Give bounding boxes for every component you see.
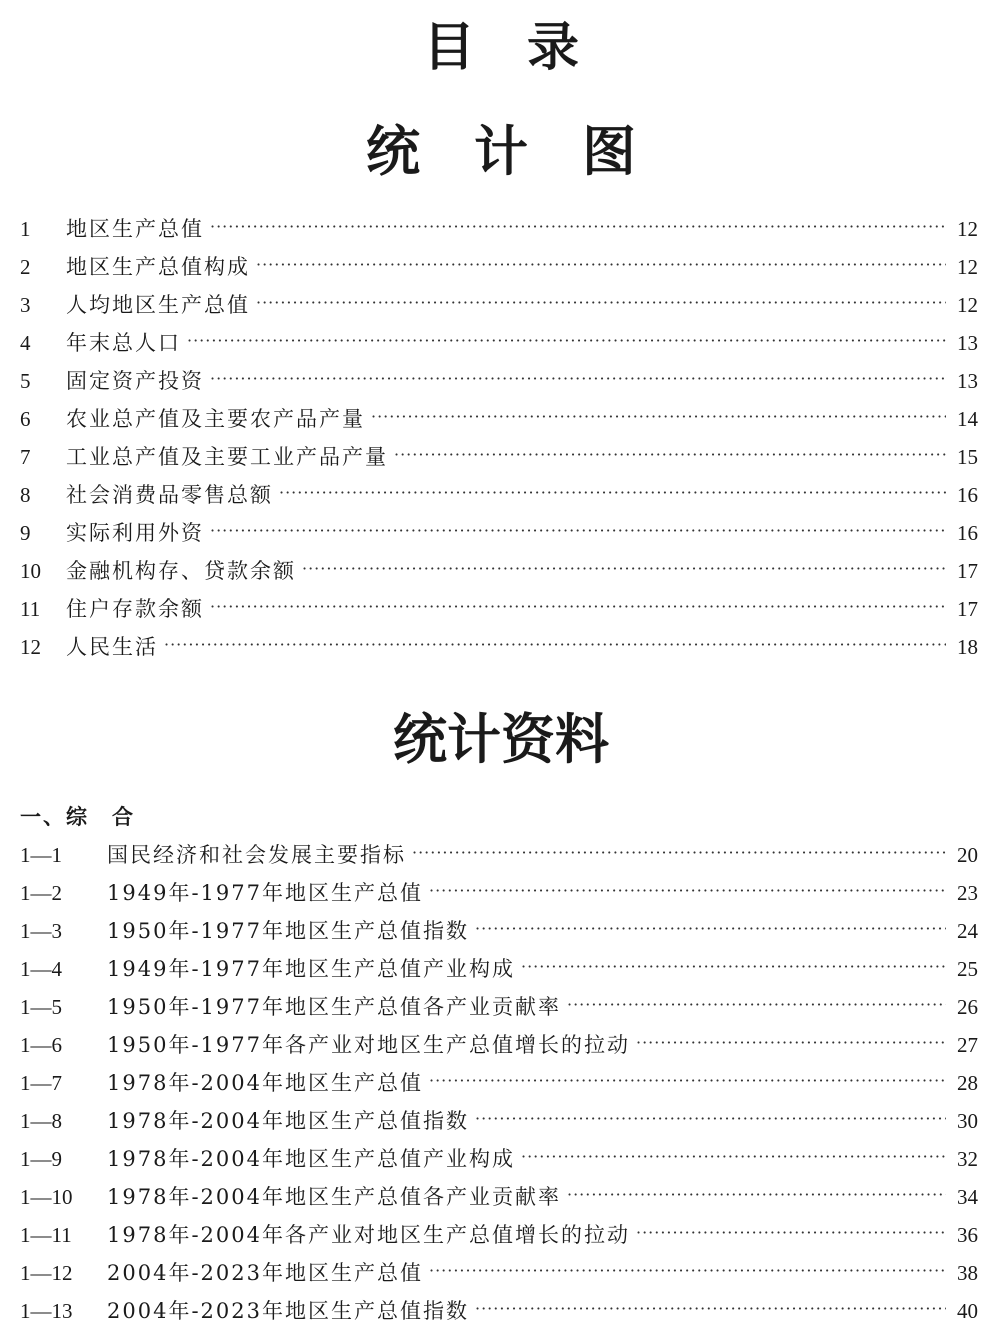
toc-entry-label: 农业总产值及主要农产品产量 xyxy=(66,407,365,431)
dot-leader xyxy=(164,626,946,664)
chart-toc-entry[interactable] xyxy=(20,210,978,248)
chart-toc-entry[interactable] xyxy=(20,476,978,514)
toc-entry-page: 26 xyxy=(957,995,978,1019)
toc-entry-page: 12 xyxy=(957,217,978,241)
toc-entry-label: 1949年-1977年地区生产总值 xyxy=(107,881,423,905)
toc-entry-number: 6 xyxy=(20,407,31,431)
toc-entry-page: 20 xyxy=(957,843,978,867)
toc-entry-label: 1978年-2004年地区生产总值指数 xyxy=(107,1109,469,1133)
chart-toc-entry[interactable] xyxy=(20,590,978,628)
toc-entry-label: 社会消费品零售总额 xyxy=(66,483,273,507)
dot-leader xyxy=(187,322,946,360)
toc-entry-page: 13 xyxy=(957,369,978,393)
toc-entry-number: 10 xyxy=(20,559,41,583)
toc-entry-number: 7 xyxy=(20,445,31,469)
dot-leader xyxy=(256,284,946,322)
toc-entry-label: 人均地区生产总值 xyxy=(66,293,250,317)
dot-leader xyxy=(394,436,946,474)
toc-entry-page: 13 xyxy=(957,331,978,355)
data-toc-entry[interactable] xyxy=(20,912,978,950)
toc-entry-number: 3 xyxy=(20,293,31,317)
toc-title: 目 录 xyxy=(422,17,579,78)
toc-entry-number: 1—10 xyxy=(20,1185,73,1209)
toc-entry-page: 28 xyxy=(957,1071,978,1095)
toc-entry-number: 9 xyxy=(20,521,31,545)
toc-entry-label: 1978年-2004年地区生产总值各产业贡献率 xyxy=(107,1185,561,1209)
toc-entry-page: 16 xyxy=(957,521,978,545)
toc-entry-label: 实际利用外资 xyxy=(66,521,204,545)
toc-entry-page: 18 xyxy=(957,635,978,659)
data-toc-entry[interactable] xyxy=(20,836,978,874)
toc-entry-number: 1—9 xyxy=(20,1147,62,1171)
toc-entry-page: 24 xyxy=(957,919,978,943)
toc-entry-page: 14 xyxy=(957,407,978,431)
toc-entry-label: 地区生产总值构成 xyxy=(66,255,250,279)
chart-toc-entry[interactable] xyxy=(20,324,978,362)
data-toc-entry[interactable] xyxy=(20,988,978,1026)
toc-entry-number: 8 xyxy=(20,483,31,507)
toc-entry-label: 年末总人口 xyxy=(66,331,181,355)
toc-entry-label: 金融机构存、贷款余额 xyxy=(66,559,296,583)
toc-entry-label: 工业总产值及主要工业产品产量 xyxy=(66,445,388,469)
toc-entry-number: 1—3 xyxy=(20,919,62,943)
data-toc-entry[interactable] xyxy=(20,1292,978,1330)
toc-entry-label: 人民生活 xyxy=(66,635,158,659)
dot-leader xyxy=(429,872,946,910)
dot-leader xyxy=(567,986,946,1024)
dot-leader xyxy=(636,1214,946,1252)
toc-entry-label: 1950年-1977年各产业对地区生产总值增长的拉动 xyxy=(107,1033,630,1057)
charts-section-title: 统 计 图 xyxy=(366,119,636,183)
toc-entry-page: 34 xyxy=(957,1185,978,1209)
toc-entry-label: 2004年-2023年地区生产总值 xyxy=(107,1261,423,1285)
toc-entry-page: 38 xyxy=(957,1261,978,1285)
toc-entry-label: 住户存款余额 xyxy=(66,597,204,621)
toc-entry-number: 1—6 xyxy=(20,1033,62,1057)
dot-leader xyxy=(210,588,946,626)
dot-leader xyxy=(429,1062,946,1100)
dot-leader xyxy=(256,246,946,284)
data-toc-entry[interactable] xyxy=(20,1026,978,1064)
dot-leader xyxy=(210,512,946,550)
dot-leader xyxy=(475,1290,946,1328)
chart-toc-entry[interactable] xyxy=(20,438,978,476)
dot-leader xyxy=(412,834,946,872)
dot-leader xyxy=(521,1138,946,1176)
chart-toc-entry[interactable] xyxy=(20,514,978,552)
dot-leader xyxy=(521,948,946,986)
toc-entry-label: 1950年-1977年地区生产总值各产业贡献率 xyxy=(107,995,561,1019)
toc-entry-number: 1—13 xyxy=(20,1299,73,1323)
data-toc-entry[interactable] xyxy=(20,1102,978,1140)
toc-entry-page: 16 xyxy=(957,483,978,507)
data-toc-entry[interactable] xyxy=(20,950,978,988)
chart-toc-entry[interactable] xyxy=(20,248,978,286)
dot-leader xyxy=(636,1024,946,1062)
dot-leader xyxy=(475,1100,946,1138)
charts-list xyxy=(20,210,978,666)
toc-entry-label: 1978年-2004年地区生产总值产业构成 xyxy=(107,1147,515,1171)
data-toc-entry[interactable] xyxy=(20,1254,978,1292)
toc-entry-number: 1—8 xyxy=(20,1109,62,1133)
dot-leader xyxy=(210,208,946,246)
dot-leader xyxy=(279,474,946,512)
toc-entry-label: 1978年-2004年地区生产总值 xyxy=(107,1071,423,1095)
chart-toc-entry[interactable] xyxy=(20,286,978,324)
toc-entry-page: 17 xyxy=(957,559,978,583)
toc-entry-number: 1—12 xyxy=(20,1261,73,1285)
dot-leader xyxy=(567,1176,946,1214)
toc-entry-page: 32 xyxy=(957,1147,978,1171)
section-heading: 一、综 合 xyxy=(20,804,135,829)
toc-entry-page: 36 xyxy=(957,1223,978,1247)
toc-entry-page: 23 xyxy=(957,881,978,905)
dot-leader xyxy=(371,398,946,436)
toc-entry-number: 1 xyxy=(20,217,31,241)
toc-entry-page: 17 xyxy=(957,597,978,621)
toc-entry-label: 固定资产投资 xyxy=(66,369,204,393)
toc-entry-label: 国民经济和社会发展主要指标 xyxy=(107,843,406,867)
toc-entry-number: 4 xyxy=(20,331,31,355)
data-toc-entry[interactable] xyxy=(20,1178,978,1216)
chart-toc-entry[interactable] xyxy=(20,362,978,400)
toc-entry-label: 1950年-1977年地区生产总值指数 xyxy=(107,919,469,943)
dot-leader xyxy=(475,910,946,948)
toc-entry-number: 12 xyxy=(20,635,41,659)
data-toc-entry[interactable] xyxy=(20,1140,978,1178)
toc-entry-number: 1—2 xyxy=(20,881,62,905)
toc-entry-page: 40 xyxy=(957,1299,978,1323)
toc-entry-label: 1978年-2004年各产业对地区生产总值增长的拉动 xyxy=(107,1223,630,1247)
toc-entry-page: 12 xyxy=(957,255,978,279)
toc-entry-page: 25 xyxy=(957,957,978,981)
data-toc-entry[interactable] xyxy=(20,1064,978,1102)
chart-toc-entry[interactable] xyxy=(20,552,978,590)
toc-entry-number: 1—4 xyxy=(20,957,62,981)
toc-entry-number: 1—5 xyxy=(20,995,62,1019)
toc-entry-label: 2004年-2023年地区生产总值指数 xyxy=(107,1299,469,1323)
toc-entry-page: 12 xyxy=(957,293,978,317)
chart-toc-entry[interactable] xyxy=(20,628,978,666)
toc-entry-number: 5 xyxy=(20,369,31,393)
data-section-title: 统计资料 xyxy=(393,707,609,771)
toc-entry-number: 2 xyxy=(20,255,31,279)
chart-toc-entry[interactable] xyxy=(20,400,978,438)
toc-entry-label: 地区生产总值 xyxy=(66,217,204,241)
toc-entry-number: 1—11 xyxy=(20,1223,72,1247)
dot-leader xyxy=(302,550,946,588)
toc-entry-page: 15 xyxy=(957,445,978,469)
data-toc-entry[interactable] xyxy=(20,874,978,912)
toc-entry-label: 1949年-1977年地区生产总值产业构成 xyxy=(107,957,515,981)
dot-leader xyxy=(429,1252,946,1290)
data-toc-entry[interactable] xyxy=(20,1216,978,1254)
toc-entry-number: 1—7 xyxy=(20,1071,62,1095)
toc-entry-page: 27 xyxy=(957,1033,978,1057)
toc-entry-number: 1—1 xyxy=(20,843,62,867)
toc-entry-page: 30 xyxy=(957,1109,978,1133)
toc-entry-number: 11 xyxy=(20,597,41,621)
dot-leader xyxy=(210,360,946,398)
data-list xyxy=(20,836,978,1330)
